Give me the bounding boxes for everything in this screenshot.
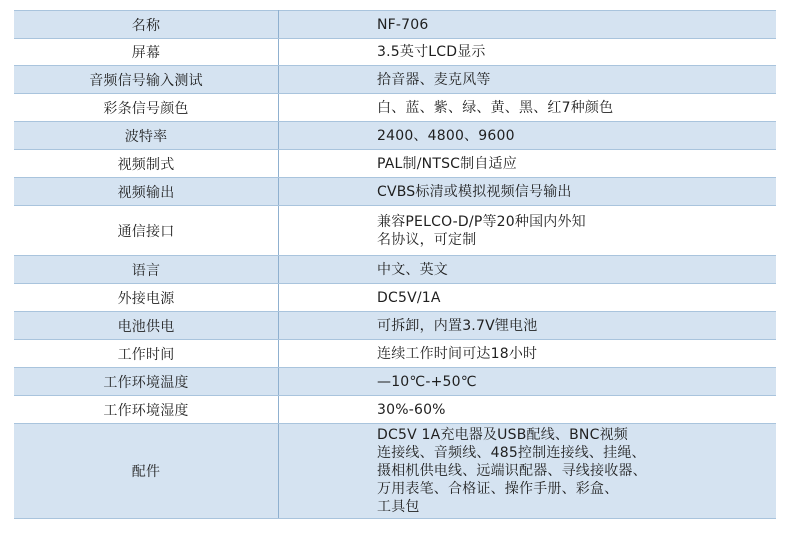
row-value bbox=[279, 284, 777, 312]
row-value bbox=[279, 11, 777, 39]
value-line: CVBS标清或模拟视频信号输出 bbox=[377, 183, 572, 200]
row-label: 视频输出 bbox=[14, 178, 279, 206]
row-value bbox=[279, 150, 777, 178]
value-line: 摄相机供电线、远端识配器、寻线接收器、 bbox=[377, 463, 647, 479]
table-row bbox=[14, 284, 776, 312]
row-label: 彩条信号颜色 bbox=[14, 94, 279, 122]
row-value bbox=[279, 424, 777, 519]
row-label: 语言 bbox=[14, 256, 279, 284]
table-row bbox=[14, 66, 776, 94]
row-value bbox=[279, 66, 777, 94]
row-value bbox=[279, 312, 777, 340]
row-label: 屏幕 bbox=[14, 39, 279, 66]
value-line: 3.5英寸LCD显示 bbox=[377, 44, 486, 60]
value-line: PAL制/NTSC制自适应 bbox=[377, 155, 517, 172]
row-value bbox=[279, 206, 777, 256]
table-row bbox=[14, 206, 776, 256]
row-label: 音频信号输入测试 bbox=[14, 66, 279, 94]
row-value bbox=[279, 256, 777, 284]
row-value bbox=[279, 122, 777, 150]
row-value bbox=[279, 396, 777, 424]
table-row bbox=[14, 368, 776, 396]
table-row bbox=[14, 39, 776, 66]
row-label: 配件 bbox=[14, 424, 279, 519]
value-line: 名协议，可定制 bbox=[377, 231, 477, 248]
table-row bbox=[14, 150, 776, 178]
value-line: NF-706 bbox=[377, 16, 429, 33]
table-row bbox=[14, 396, 776, 424]
table-row bbox=[14, 11, 776, 39]
row-label: 工作时间 bbox=[14, 340, 279, 368]
row-value bbox=[279, 94, 777, 122]
table-row bbox=[14, 340, 776, 368]
table-row bbox=[14, 312, 776, 340]
value-line: 2400、4800、9600 bbox=[377, 127, 515, 144]
row-label: 外接电源 bbox=[14, 284, 279, 312]
row-value bbox=[279, 340, 777, 368]
value-line: DC5V 1A充电器及USB配线、BNC视频 bbox=[377, 427, 628, 443]
value-line: 中文、英文 bbox=[377, 261, 448, 278]
row-label: 视频制式 bbox=[14, 150, 279, 178]
value-line: 兼容PELCO-D/P等20种国内外知 bbox=[377, 213, 586, 230]
row-label: 波特率 bbox=[14, 122, 279, 150]
value-line: 万用表笔、合格证、操作手册、彩盒、 bbox=[377, 481, 619, 497]
row-value bbox=[279, 178, 777, 206]
row-label: 电池供电 bbox=[14, 312, 279, 340]
row-value bbox=[279, 39, 777, 66]
row-label: 工作环境温度 bbox=[14, 368, 279, 396]
value-line: 白、蓝、紫、绿、黄、黑、红7种颜色 bbox=[377, 99, 614, 116]
table-row bbox=[14, 256, 776, 284]
value-line: 连续工作时间可达18小时 bbox=[377, 345, 538, 362]
table-row bbox=[14, 122, 776, 150]
row-label: 名称 bbox=[14, 11, 279, 39]
spec-table-body bbox=[14, 11, 776, 519]
value-line: 可拆卸，内置3.7V锂电池 bbox=[377, 317, 538, 334]
value-line: DC5V/1A bbox=[377, 289, 441, 306]
value-line: 拾音器、麦克风等 bbox=[377, 71, 491, 88]
value-line: 连接线、音频线、485控制连接线、挂绳、 bbox=[377, 445, 646, 461]
table-row bbox=[14, 424, 776, 519]
row-label: 通信接口 bbox=[14, 206, 279, 256]
row-value bbox=[279, 368, 777, 396]
value-line: —10℃-+50℃ bbox=[377, 373, 477, 390]
table-row bbox=[14, 94, 776, 122]
value-line: 工具包 bbox=[377, 499, 420, 515]
spec-table bbox=[14, 10, 776, 519]
value-line: 30%-60% bbox=[377, 401, 446, 418]
row-label: 工作环境湿度 bbox=[14, 396, 279, 424]
table-row bbox=[14, 178, 776, 206]
